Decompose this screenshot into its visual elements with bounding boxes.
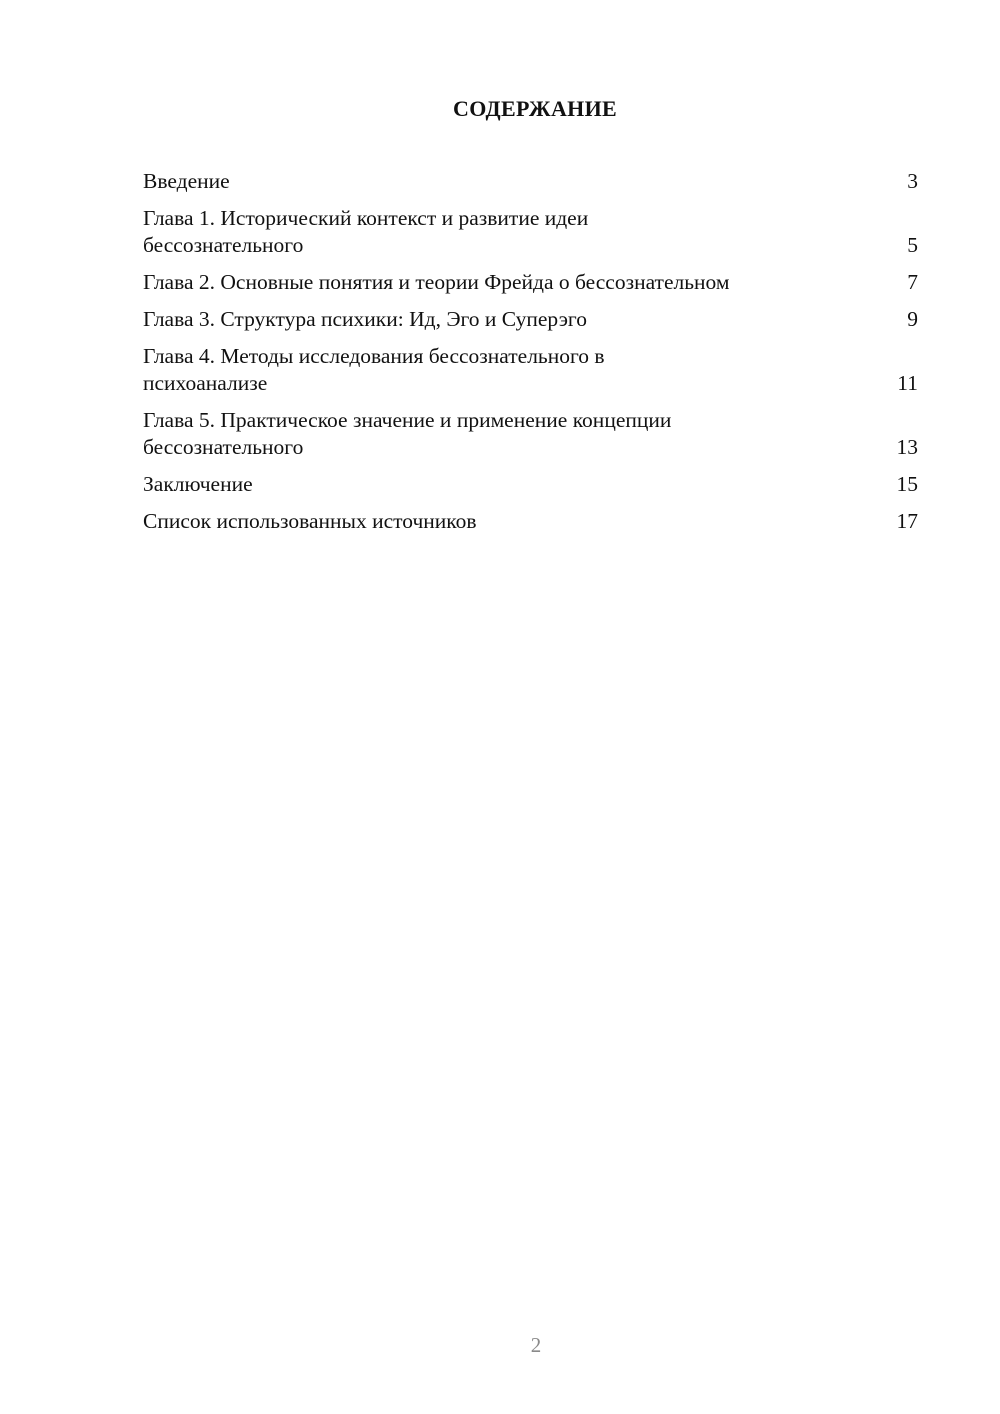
toc-entry-page-number: 15 bbox=[896, 472, 918, 496]
toc-entry-conclusion bbox=[143, 471, 918, 498]
table-of-contents bbox=[143, 168, 918, 545]
toc-entry-text: Введение bbox=[143, 169, 230, 193]
toc-entry-page-number: 13 bbox=[896, 435, 918, 459]
toc-entry-chapter-1 bbox=[143, 205, 918, 259]
toc-entry-chapter-4 bbox=[143, 343, 918, 397]
toc-entry-references bbox=[143, 508, 918, 535]
toc-entry-page-number: 5 bbox=[907, 233, 918, 257]
toc-entry-text: Глава 4. Методы исследования бессознательного в психоанализе bbox=[143, 344, 605, 395]
toc-entry-chapter-5 bbox=[143, 407, 918, 461]
page-number: 2 bbox=[530, 1333, 542, 1357]
toc-entry-page-number: 11 bbox=[897, 371, 918, 395]
toc-entry-introduction bbox=[143, 168, 918, 195]
toc-entry-page-number: 7 bbox=[907, 270, 918, 294]
toc-entry-text: Глава 1. Исторический контекст и развитие идеи бессознательного bbox=[143, 206, 589, 257]
toc-entry-text: Глава 3. Структура психики: Ид, Эго и Суперэго bbox=[143, 307, 587, 331]
toc-entry-text: Глава 2. Основные понятия и теории Фрейда о бессознательном bbox=[143, 270, 730, 294]
toc-entry-text: Список использованных источников bbox=[143, 509, 477, 533]
toc-entry-chapter-2 bbox=[143, 269, 918, 296]
toc-entry-page-number: 3 bbox=[907, 169, 918, 193]
toc-entry-chapter-3 bbox=[143, 306, 918, 333]
toc-entry-text: Заключение bbox=[143, 472, 253, 496]
toc-entry-page-number: 17 bbox=[896, 509, 918, 533]
page-title: СОДЕРЖАНИЕ bbox=[453, 96, 617, 121]
toc-entry-text: Глава 5. Практическое значение и применение концепции бессознательного bbox=[143, 408, 672, 459]
toc-entry-page-number: 9 bbox=[907, 307, 918, 331]
